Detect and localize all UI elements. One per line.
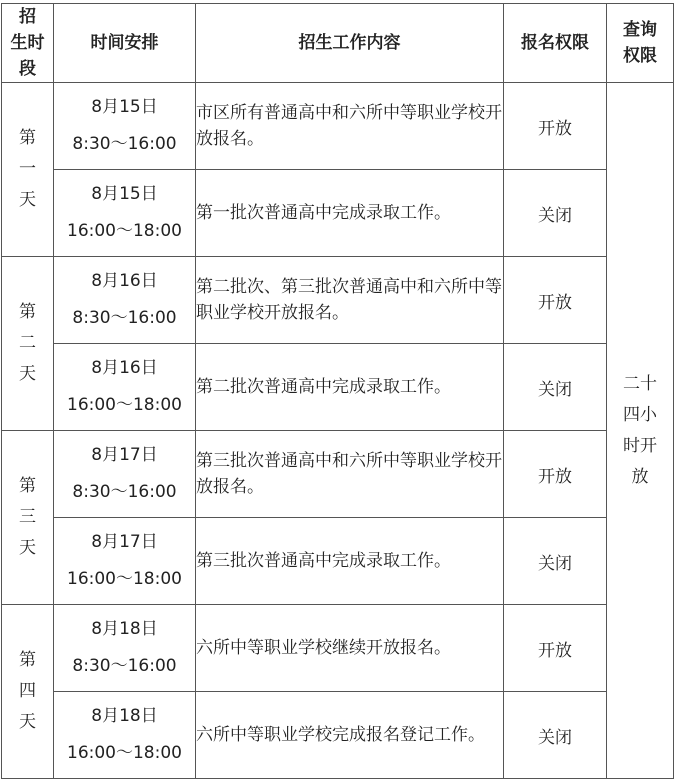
header-time: 时间安排	[54, 4, 196, 83]
date-text: 8月15日	[91, 97, 158, 117]
content-cell: 第三批次普通高中完成录取工作。	[196, 518, 504, 605]
table-row	[2, 692, 674, 779]
query-access-cell: 二十四小时开放	[607, 83, 674, 779]
enroll-access-cell: 关闭	[504, 170, 607, 257]
content-cell: 第二批次、第三批次普通高中和六所中等职业学校开放报名。	[196, 257, 504, 344]
enroll-access-cell: 开放	[504, 431, 607, 518]
content-cell: 市区所有普通高中和六所中等职业学校开放报名。	[196, 83, 504, 170]
hours-text: 16:00～18:00	[67, 221, 182, 241]
time-cell	[54, 431, 196, 518]
enroll-access-cell: 关闭	[504, 344, 607, 431]
time-cell	[54, 257, 196, 344]
hours-text: 8:30～16:00	[72, 656, 177, 676]
header-row	[2, 4, 674, 83]
date-text: 8月16日	[91, 271, 158, 291]
table-row	[2, 605, 674, 692]
header-query-access: 查询权限	[607, 4, 674, 83]
date-text: 8月15日	[91, 184, 158, 204]
date-text: 8月17日	[91, 445, 158, 465]
hours-text: 16:00～18:00	[67, 395, 182, 415]
enroll-access-cell: 关闭	[504, 692, 607, 779]
day-cell: 第三天	[2, 431, 54, 605]
date-text: 8月16日	[91, 358, 158, 378]
enrollment-schedule-table	[1, 3, 674, 779]
time-cell	[54, 83, 196, 170]
date-text: 8月17日	[91, 532, 158, 552]
content-cell: 第二批次普通高中完成录取工作。	[196, 344, 504, 431]
time-cell	[54, 605, 196, 692]
hours-text: 8:30～16:00	[72, 482, 177, 502]
date-text: 8月18日	[91, 706, 158, 726]
time-cell	[54, 344, 196, 431]
hours-text: 16:00～18:00	[67, 569, 182, 589]
header-content: 招生工作内容	[196, 4, 504, 83]
day-cell: 第二天	[2, 257, 54, 431]
table-row	[2, 83, 674, 170]
time-cell	[54, 692, 196, 779]
table-row	[2, 518, 674, 605]
content-cell: 六所中等职业学校完成报名登记工作。	[196, 692, 504, 779]
table-row	[2, 170, 674, 257]
date-text: 8月18日	[91, 619, 158, 639]
time-cell	[54, 170, 196, 257]
day-cell: 第一天	[2, 83, 54, 257]
hours-text: 8:30～16:00	[72, 134, 177, 154]
table-row	[2, 431, 674, 518]
content-cell: 第三批次普通高中和六所中等职业学校开放报名。	[196, 431, 504, 518]
table-row	[2, 257, 674, 344]
enroll-access-cell: 开放	[504, 257, 607, 344]
enroll-access-cell: 开放	[504, 83, 607, 170]
table-row	[2, 344, 674, 431]
day-cell: 第四天	[2, 605, 54, 779]
hours-text: 16:00～18:00	[67, 743, 182, 763]
header-enroll-access: 报名权限	[504, 4, 607, 83]
header-period: 招 生时段	[2, 4, 54, 83]
time-cell	[54, 518, 196, 605]
enroll-access-cell: 关闭	[504, 518, 607, 605]
enroll-access-cell: 开放	[504, 605, 607, 692]
content-cell: 六所中等职业学校继续开放报名。	[196, 605, 504, 692]
content-cell: 第一批次普通高中完成录取工作。	[196, 170, 504, 257]
hours-text: 8:30～16:00	[72, 308, 177, 328]
